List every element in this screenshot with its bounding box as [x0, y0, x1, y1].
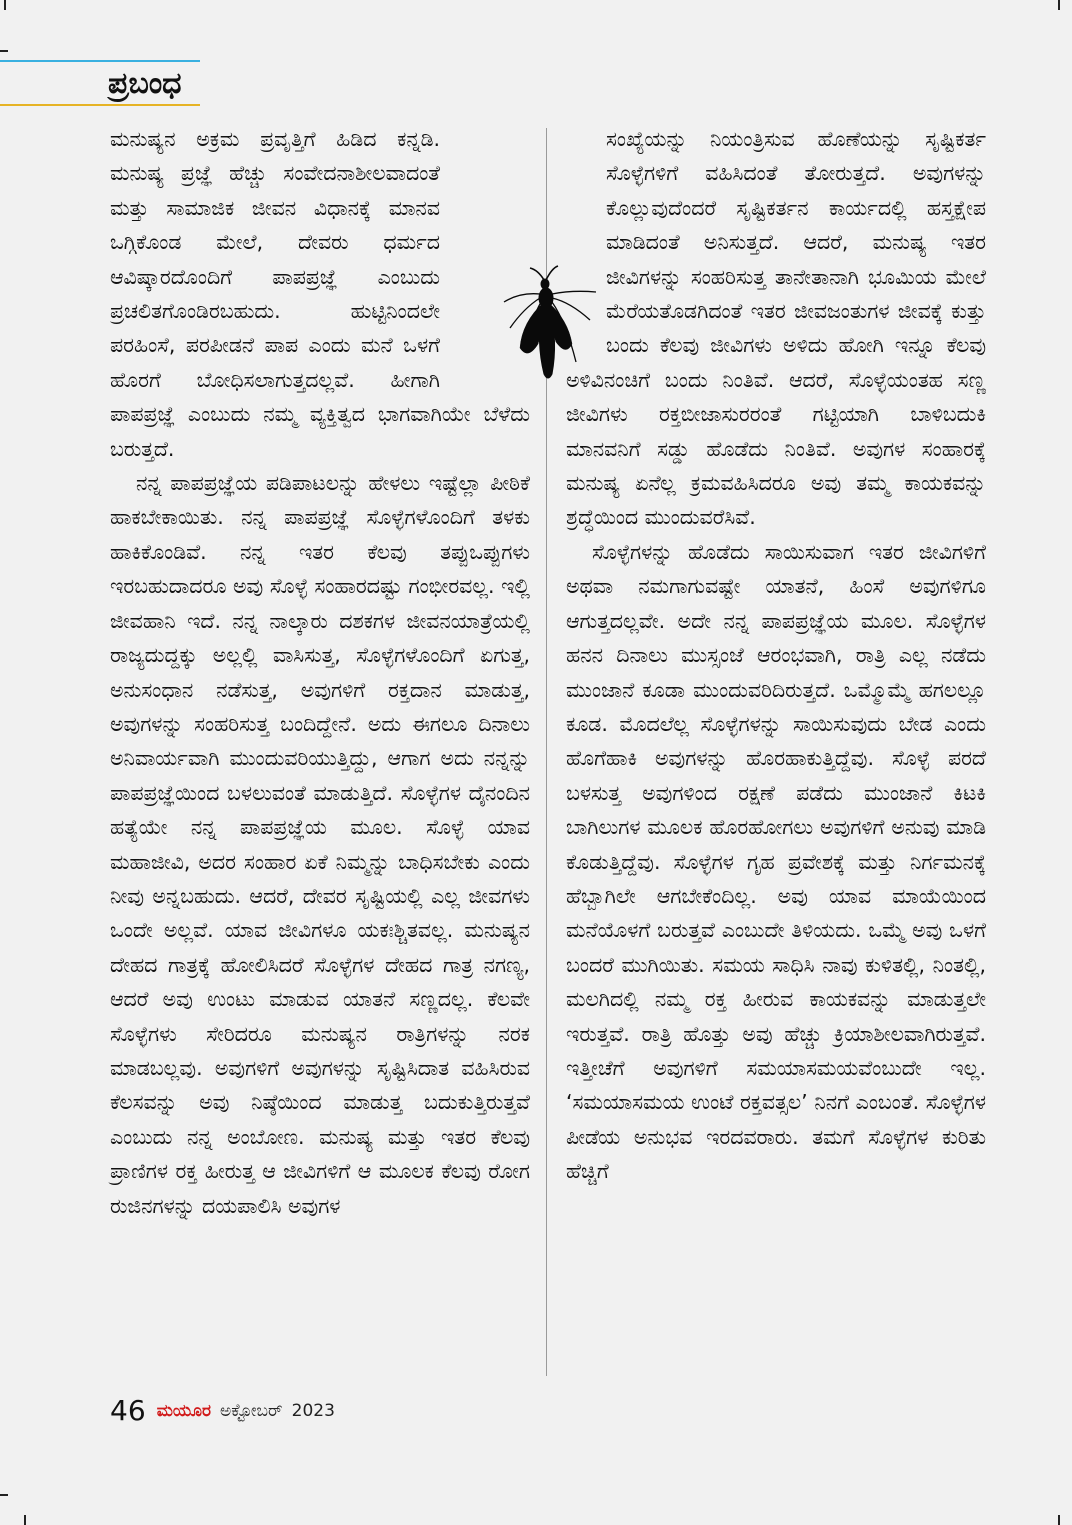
- page-number: 46: [110, 1394, 146, 1427]
- crop-mark: [4, 0, 6, 10]
- article-column-left: [110, 122, 530, 1223]
- crop-mark: [0, 50, 8, 52]
- magazine-name: ಮಯೂರ: [156, 1400, 211, 1421]
- crop-mark: [1058, 0, 1060, 10]
- crop-mark: [24, 1515, 26, 1525]
- mosquito-icon: [500, 262, 610, 392]
- article-column-right: [566, 122, 986, 1189]
- header-rule-top: [0, 60, 200, 62]
- header-rule-bottom: [0, 104, 200, 106]
- paragraph: ಸೊಳ್ಳೆಗಳನ್ನು ಹೊಡೆದು ಸಾಯಿಸುವಾಗ ಇತರ ಜೀವಿಗಳಿಗೆ ಅಥವಾ ನಮಗಾಗುವಷ್ಟೇ ಯಾತನೆ, ಹಿಂಸೆ ಅವುಗಳಿಗೂ ಆಗುತ್ತದಲ್ಲವೇ. ಅದೇ ನನ್ನ ಪಾಪಪ್ರಜ್ಞೆಯ ಮೂಲ. ಸೊಳ್ಳೆಗಳ ಹನನ ದಿನಾಲು ಮುಸ್ಸಂಜೆ ಆರಂಭವಾಗಿ, ರಾತ್ರಿ ಎಲ್ಲ ನಡೆದು ಮುಂಜಾನೆ ಕೂಡಾ ಮುಂದುವರಿದಿರುತ್ತದೆ. ಒಮ್ಮೊಮ್ಮೆ ಹಗಲಲ್ಲೂ ಕೂಡ. ಮೊದಲೆಲ್ಲ ಸೊಳ್ಳೆಗಳನ್ನು ಸಾಯಿಸುವುದು ಬೇಡ ಎಂದು ಹೊಗೆಹಾಕಿ ಅವುಗಳನ್ನು ಹೊರಹಾಕುತ್ತಿದ್ದೆವು. ಸೊಳ್ಳೆ ಪರದೆ ಬಳಸುತ್ತ ಅವುಗಳಿಂದ ರಕ್ಷಣೆ ಪಡೆದು ಮುಂಜಾನೆ ಕಿಟಕಿ ಬಾಗಿಲುಗಳ ಮೂಲಕ ಹೊರಹೋಗಲು ಅವುಗಳಿಗೆ ಅನುವು ಮಾಡಿ ಕೊಡುತ್ತಿದ್ದೆವು. ಸೊಳ್ಳೆಗಳ ಗೃಹ ಪ್ರವೇಶಕ್ಕೆ ಮತ್ತು ನಿರ್ಗಮನಕ್ಕೆ ಹೆಬ್ಬಾಗಿಲೇ ಆಗಬೇಕೆಂದಿಲ್ಲ. ಅವು ಯಾವ ಮಾಯೆಯಿಂದ ಮನೆಯೊಳಗೆ ಬರುತ್ತವೆ ಎಂಬುದೇ ತಿಳಿಯದು. ಒಮ್ಮೆ ಅವು ಒಳಗೆ ಬಂದರೆ ಮುಗಿಯಿತು. ಸಮಯ ಸಾಧಿಸಿ ನಾವು ಕುಳಿತಲ್ಲಿ, ನಿಂತಲ್ಲಿ, ಮಲಗಿದಲ್ಲಿ ನಮ್ಮ ರಕ್ತ ಹೀರುವ ಕಾಯಕವನ್ನು ಮಾಡುತ್ತಲೇ ಇರುತ್ತವೆ. ರಾತ್ರಿ ಹೊತ್ತು ಅವು ಹೆಚ್ಚು ಕ್ರಿಯಾಶೀಲವಾಗಿರುತ್ತವೆ. ಇತ್ತೀಚೆಗೆ ಅವುಗಳಿಗೆ ಸಮಯಾಸಮಯವೆಂಬುದೇ ಇಲ್ಲ. ‘ಸಮಯಾಸಮಯ ಉಂಟೆ ರಕ್ತವತ್ಸಲ’ ನಿನಗೆ ಎಂಬಂತೆ. ಸೊಳ್ಳೆಗಳ ಪೀಡೆಯ ಅನುಭವ ಇರದವರಾರು. ತಮಗೆ ಸೊಳ್ಳೆಗಳ ಕುರಿತು ಹೆಚ್ಚಿಗೆ: [566, 539, 986, 1184]
- issue-year: 2023: [291, 1400, 335, 1421]
- paragraph: ಸಂಖ್ಯೆಯನ್ನು ನಿಯಂತ್ರಿಸುವ ಹೊಣೆಯನ್ನು ಸೃಷ್ಟಿಕರ್ತ ಸೊಳ್ಳೆಗಳಿಗೆ ವಹಿಸಿದಂತೆ ತೋರುತ್ತದೆ. ಅವುಗಳನ್ನು ಕೊಲ್ಲುವುದೆಂದರೆ ಸೃಷ್ಟಿಕರ್ತನ ಕಾರ್ಯದಲ್ಲಿ ಹಸ್ತಕ್ಷೇಪ ಮಾಡಿದಂತೆ ಅನಿಸುತ್ತದೆ. ಆದರೆ, ಮನುಷ್ಯ ಇತರ ಜೀವಿಗಳನ್ನು ಸಂಹರಿಸುತ್ತ ತಾನೇತಾನಾಗಿ ಭೂಮಿಯ ಮೇಲೆ ಮೆರೆಯತೊಡಗಿದಂತೆ ಇತರ ಜೀವಜಂತುಗಳ ಜೀವಕ್ಕೆ ಕುತ್ತು ಬಂದು ಕೆಲವು ಜೀವಿಗಳು ಅಳಿದು ಹೋಗಿ ಇನ್ನೂ ಕೆಲವು ಅಳಿವಿನಂಚಿಗೆ ಬಂದು ನಿಂತಿವೆ. ಆದರೆ, ಸೊಳ್ಳೆಯಂತಹ ಸಣ್ಣ ಜೀವಿಗಳು ರಕ್ತಬೀಜಾಸುರರಂತೆ ಗಟ್ಟಿಯಾಗಿ ಬಾಳಿಬದುಕಿ ಮಾನವನಿಗೆ ಸಡ್ಡು ಹೊಡೆದು ನಿಂತಿವೆ. ಅವುಗಳ ಸಂಹಾರಕ್ಕೆ ಮನುಷ್ಯ ಏನೆಲ್ಲ ಕ್ರಮವಹಿಸಿದರೂ ಅವು ತಮ್ಮ ಕಾಯಕವನ್ನು ಶ್ರದ್ಧೆಯಿಂದ ಮುಂದುವರೆಸಿವೆ.: [566, 127, 986, 530]
- crop-mark: [1058, 1515, 1060, 1525]
- issue-month: ಅಕ್ಟೋಬರ್: [220, 1400, 283, 1421]
- section-label: ಪ್ರಬಂಧ: [108, 66, 182, 101]
- paragraph: ಮನುಷ್ಯನ ಅಕ್ರಮ ಪ್ರವೃತ್ತಿಗೆ ಹಿಡಿದ ಕನ್ನಡಿ. ಮನುಷ್ಯ ಪ್ರಜ್ಞೆ ಹೆಚ್ಚು ಸಂವೇದನಾಶೀಲವಾದಂತೆ ಮತ್ತು ಸಾಮಾಜಿಕ ಜೀವನ ವಿಧಾನಕ್ಕೆ ಮಾನವ ಒಗ್ಗಿಕೊಂಡ ಮೇಲೆ, ದೇವರು ಧರ್ಮದ ಆವಿಷ್ಕಾರದೊಂದಿಗೆ ಪಾಪಪ್ರಜ್ಞೆ ಎಂಬುದು ಪ್ರಚಲಿತಗೊಂಡಿರಬಹುದು. ಹುಟ್ಟಿನಿಂದಲೇ ಪರಹಿಂಸೆ, ಪರಪೀಡನೆ ಪಾಪ ಎಂದು ಮನೆ ಒಳಗೆ ಹೊರಗೆ ಬೋಧಿಸಲಾಗುತ್ತದಲ್ಲವೆ. ಹೀಗಾಗಿ ಪಾಪಪ್ರಜ್ಞೆ ಎಂಬುದು ನಮ್ಮ ವ್ಯಕ್ತಿತ್ವದ ಭಾಗವಾಗಿಯೇ ಬೆಳೆದು ಬರುತ್ತದೆ.: [110, 127, 530, 461]
- paragraph: ನನ್ನ ಪಾಪಪ್ರಜ್ಞೆಯ ಪಡಿಪಾಟಲನ್ನು ಹೇಳಲು ಇಷ್ಟೆಲ್ಲಾ ಪೀಠಿಕೆ ಹಾಕಬೇಕಾಯಿತು. ನನ್ನ ಪಾಪಪ್ರಜ್ಞೆ ಸೊಳ್ಳೆಗಳೊಂದಿಗೆ ತಳಕು ಹಾಕಿಕೊಂಡಿವೆ. ನನ್ನ ಇತರ ಕೆಲವು ತಪ್ಪುಒಪ್ಪುಗಳು ಇರಬಹುದಾದರೂ ಅವು ಸೊಳ್ಳೆ ಸಂಹಾರದಷ್ಟು ಗಂಭೀರವಲ್ಲ. ಇಲ್ಲಿ ಜೀವಹಾನಿ ಇದೆ. ನನ್ನ ನಾಲ್ಕಾರು ದಶಕಗಳ ಜೀವನಯಾತ್ರೆಯಲ್ಲಿ ರಾಜ್ಯದುದ್ದಕ್ಕು ಅಲ್ಲಲ್ಲಿ ವಾಸಿಸುತ್ತ, ಸೊಳ್ಳೆಗಳೊಂದಿಗೆ ಏಗುತ್ತ, ಅನುಸಂಧಾನ ನಡೆಸುತ್ತ, ಅವುಗಳಿಗೆ ರಕ್ತದಾನ ಮಾಡುತ್ತ, ಅವುಗಳನ್ನು ಸಂಹರಿಸುತ್ತ ಬಂದಿದ್ದೇನೆ. ಅದು ಈಗಲೂ ದಿನಾಲು ಅನಿವಾರ್ಯವಾಗಿ ಮುಂದುವರಿಯುತ್ತಿದ್ದು, ಆಗಾಗ ಅದು ನನ್ನನ್ನು ಪಾಪಪ್ರಜ್ಞೆಯಿಂದ ಬಳಲುವಂತೆ ಮಾಡುತ್ತಿದೆ. ಸೊಳ್ಳೆಗಳ ದೈನಂದಿನ ಹತ್ಯೆಯೇ ನನ್ನ ಪಾಪಪ್ರಜ್ಞೆಯ ಮೂಲ. ಸೊಳ್ಳೆ ಯಾವ ಮಹಾಜೀವಿ, ಅದರ ಸಂಹಾರ ಏಕೆ ನಿಮ್ಮನ್ನು ಬಾಧಿಸಬೇಕು ಎಂದು ನೀವು ಅನ್ನಬಹುದು. ಆದರೆ, ದೇವರ ಸೃಷ್ಟಿಯಲ್ಲಿ ಎಲ್ಲ ಜೀವಗಳು ಒಂದೇ ಅಲ್ಲವೆ. ಯಾವ ಜೀವಿಗಳೂ ಯಕಃಶ್ಚಿತವಲ್ಲ. ಮನುಷ್ಯನ ದೇಹದ ಗಾತ್ರಕ್ಕೆ ಹೋಲಿಸಿದರೆ ಸೊಳ್ಳೆಗಳ ದೇಹದ ಗಾತ್ರ ನಗಣ್ಯ, ಆದರೆ ಅವು ಉಂಟು ಮಾಡುವ ಯಾತನೆ ಸಣ್ಣದಲ್ಲ. ಕೆಲವೇ ಸೊಳ್ಳೆಗಳು ಸೇರಿದರೂ ಮನುಷ್ಯನ ರಾತ್ರಿಗಳನ್ನು ನರಕ ಮಾಡಬಲ್ಲವು. ಅವುಗಳಿಗೆ ಅವುಗಳನ್ನು ಸೃಷ್ಟಿಸಿದಾತ ವಹಿಸಿರುವ ಕೆಲಸವನ್ನು ಅವು ನಿಷ್ಠೆಯಿಂದ ಮಾಡುತ್ತ ಬದುಕುತ್ತಿರುತ್ತವೆ ಎಂಬುದು ನನ್ನ ಅಂಬೋಣ. ಮನುಷ್ಯ ಮತ್ತು ಇತರ ಕೆಲವು ಪ್ರಾಣಿಗಳ ರಕ್ತ ಹೀರುತ್ತ ಆ ಜೀವಿಗಳಿಗೆ ಆ ಮೂಲಕ ಕೆಲವು ರೋಗ ರುಜಿನಗಳನ್ನು ದಯಪಾಲಿಸಿ ಅವುಗಳ: [110, 471, 530, 1218]
- page-footer: [110, 1394, 335, 1427]
- crop-mark: [0, 1494, 8, 1496]
